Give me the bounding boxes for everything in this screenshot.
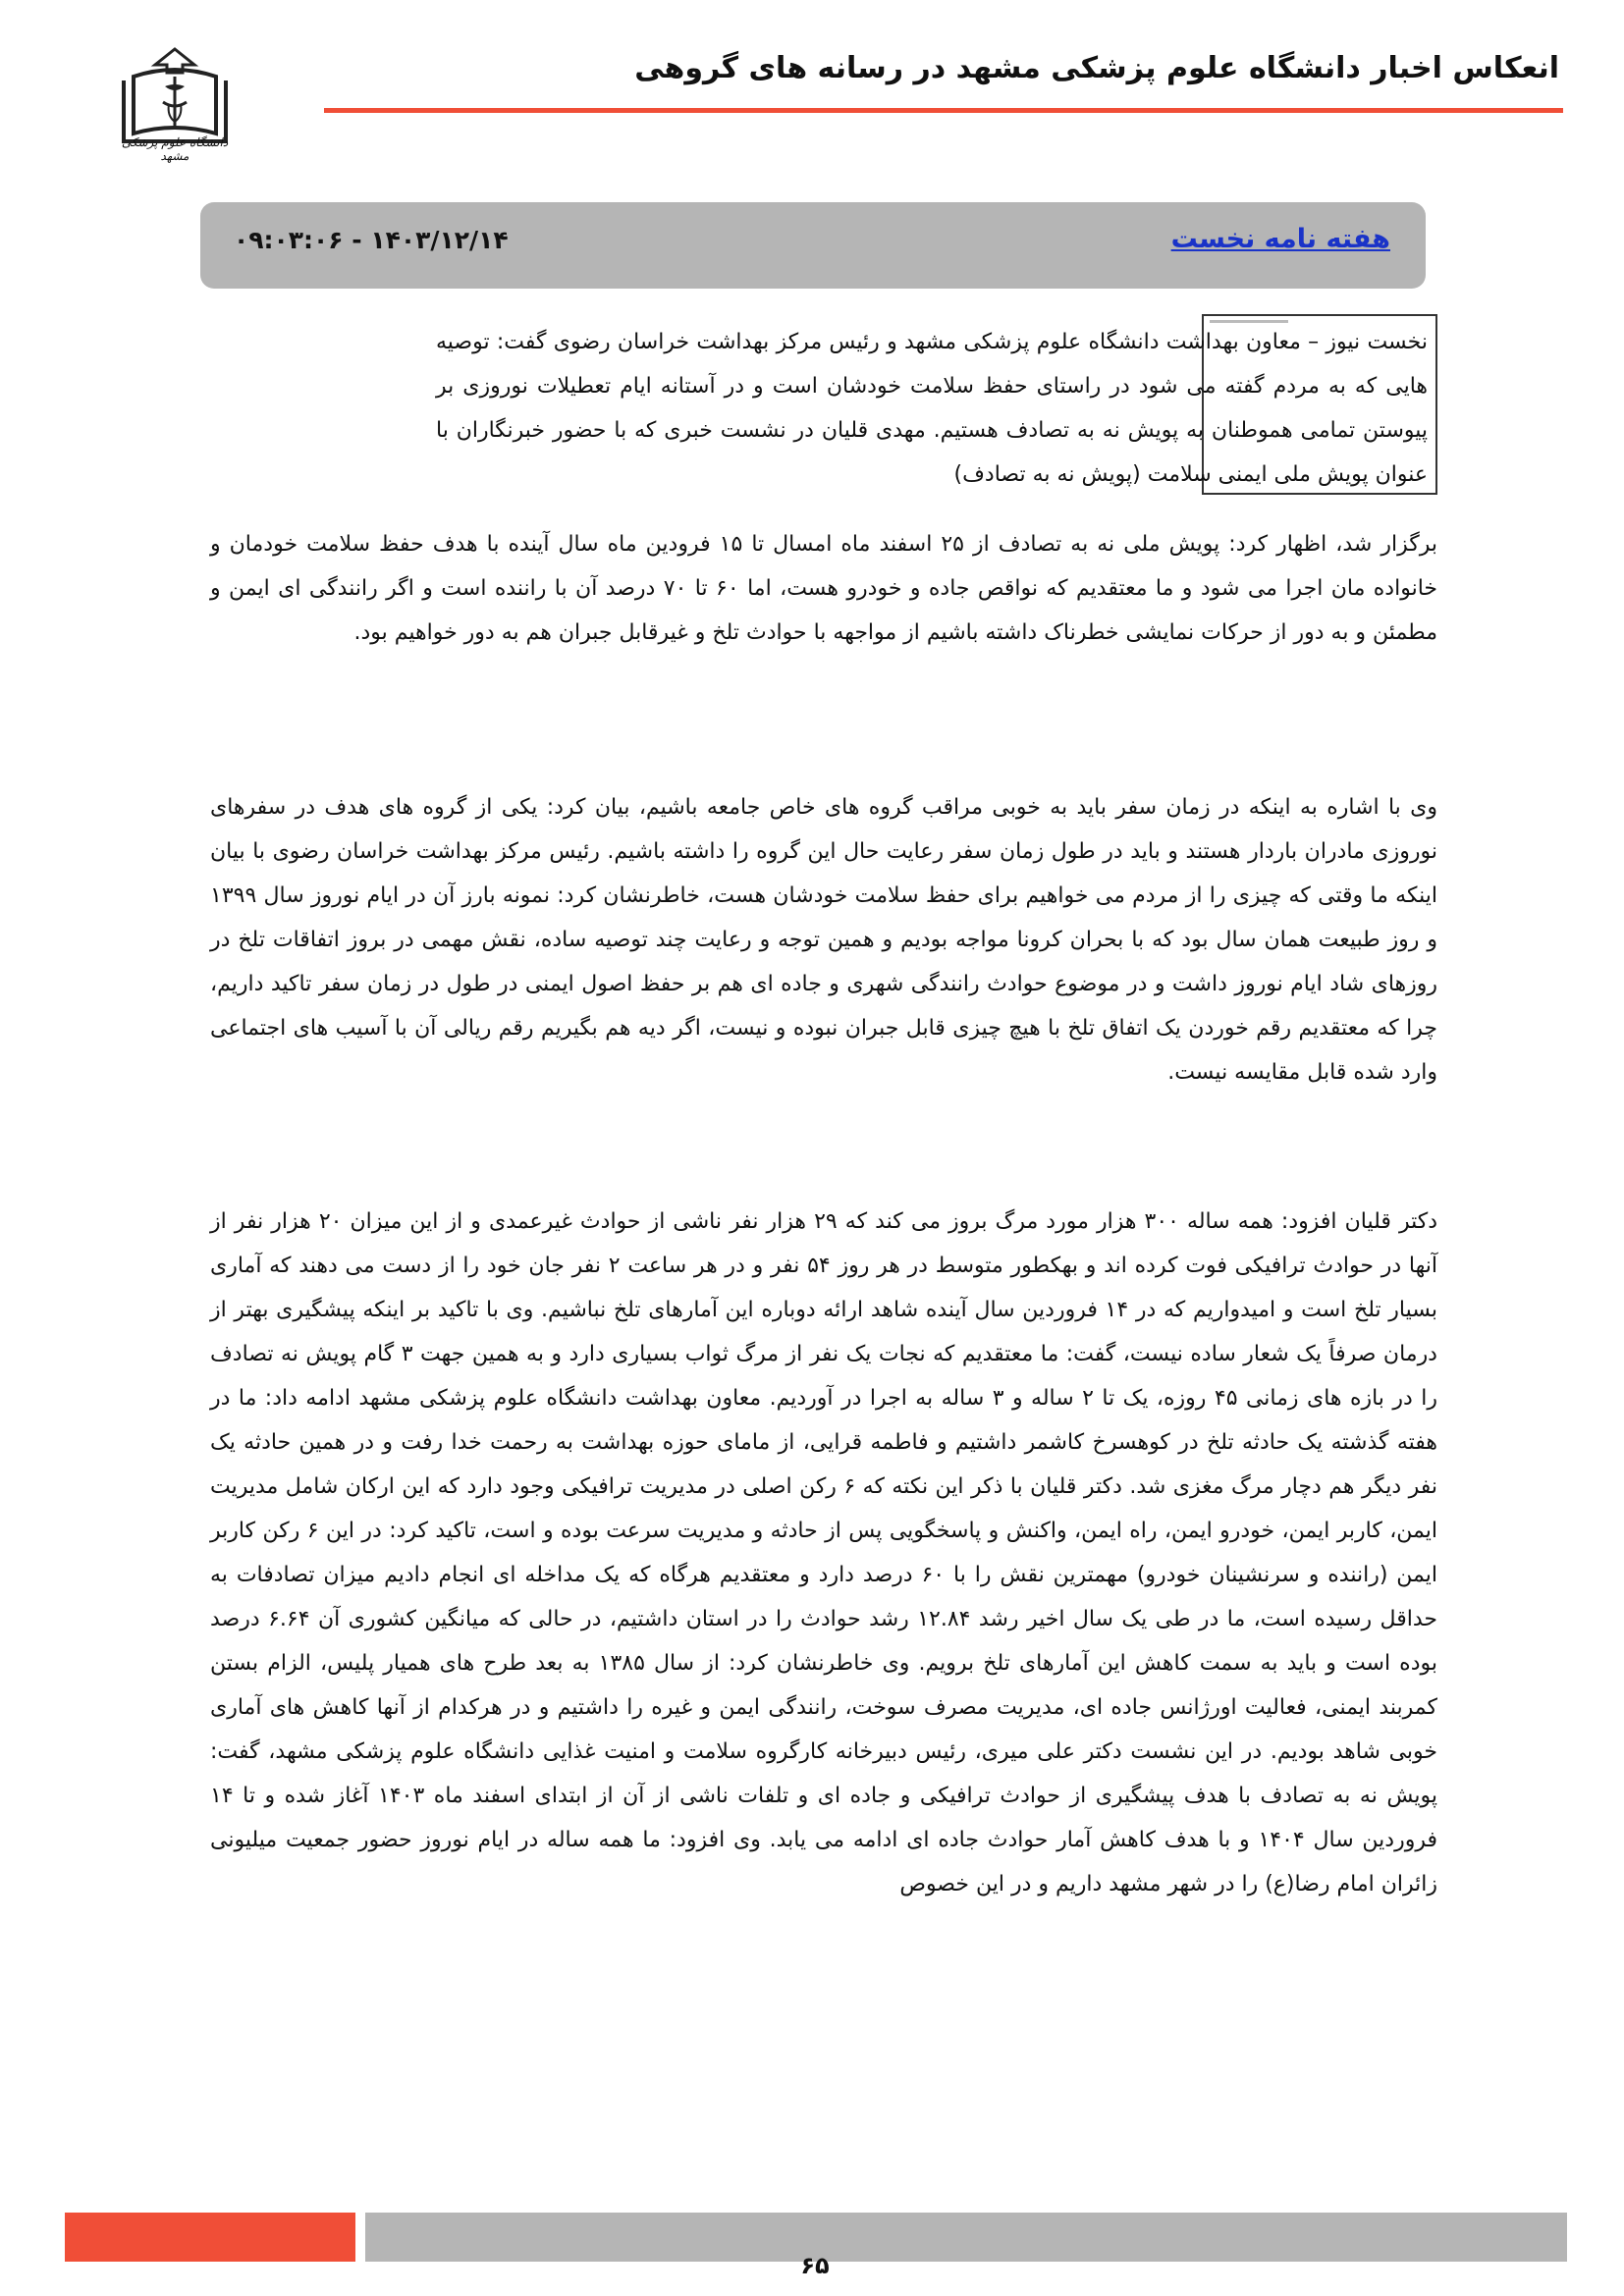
article-paragraph-3: دکتر قلیان افزود: همه ساله ۳۰۰ هزار مورد مرگ بروز می کند که ۲۹ هزار نفر ناشی از حوادث غیرعمدی و از این میزان ۲۰ هزار نفر از آنها در حوادث ترافیکی فوت کرده اند و بهکطور متوسط در هر روز ۵۴ نفر و در هر ساعت ۲ نفر جان خود را از دست می دهند که آماری بسیار تلخ است و امیدواریم که در ۱۴ فروردین سال آینده شاهد ارائه دوباره این آمارهای تلخ نباشیم. وی با تاکید بر اینکه پیشگیری بهتر از درمان صرفاً یک شعار ساده نیست، گفت: ما معتقدیم که نجات یک نفر از مرگ ثواب بسیاری دارد و به همین جهت ۳ گام پویش نه تصادف را در بازه های زمانی ۴۵ روزه، یک تا ۲ ساله و ۳ ساله به اجرا در آوردیم. معاون بهداشت دانشگاه علوم پزشکی مشهد ادامه داد: ما در هفته گذشته یک حادثه تلخ در کوهسرخ کاشمر داشتیم و فاطمه قرایی، از مامای حوزه بهداشت به رحمت خدا رفت و در همین حادثه یک نفر دیگر هم دچار مرگ مغزی شد. دکتر قلیان با ذکر این نکته که ۶ رکن اصلی در مدیریت ترافیکی وجود دارد که این ارکان شامل مدیریت ایمن، کاربر ایمن، خودرو ایمن، راه ایمن، واکنش و پاسخگویی پس از حادثه و مدیریت سرعت بوده و است، تاکید کرد: در این ۶ رکن کاربر ایمن (راننده و سرنشینان خودرو) مهمترین نقش را با ۶۰ درصد دارد و معتقدیم هرگاه که یک مداخله ای انجام دادیم میزان تصادفات به حداقل رسیده است، ما در طی یک سال اخیر رشد ۱۲.۸۴ رشد حوادث را در استان داشتیم، در حالی که میانگین کشوری آن ۶.۶۴ درصد بوده است و باید به سمت کاهش این آمارهای تلخ برویم. وی خاطرنشان کرد: از سال ۱۳۸۵ به بعد طرح های همیار پلیس، الزام بستن کمربند ایمنی، فعالیت اورژانس جاده ای، مدیریت مصرف سوخت، رانندگی ایمن و غیره را داشتیم و در هرکدام از آنها کاهش های آماری خوبی شاهد بودیم. در این نشست دکتر علی میری، رئیس دبیرخانه کارگروه سلامت و امنیت غذایی دانشگاه علوم پزشکی مشهد، گفت: پویش نه به تصادف با هدف پیشگیری از حوادث ترافیکی و جاده ای و تلفات ناشی از آن از ابتدای اسفند ماه ۱۴۰۳ آغاز شده و تا ۱۴ فروردین سال ۱۴۰۴ و با هدف کاهش آمار حوادث جاده ای ادامه می یابد. وی افزود: ما همه ساله در ایام نوروز حضور جمعیت میلیونی زائران امام رضا(ع) را در شهر مشهد داریم و در این خصوص: [210, 1209, 1438, 1896]
footer-gray-bar: [365, 2213, 1567, 2262]
page-header-title: انعکاس اخبار دانشگاه علوم پزشکی مشهد در رسانه های گروهی: [634, 51, 1559, 85]
logo-caption: دانشگاه علوم پزشکی مشهد: [121, 135, 229, 163]
footer-accent-bar: [65, 2213, 355, 2262]
header-divider: [324, 108, 1563, 113]
page-number: ۶۵: [800, 2252, 830, 2279]
source-name-link[interactable]: هفته نامه نخست: [1170, 224, 1390, 254]
source-bar: [200, 202, 1426, 289]
article-paragraph-1-bottom: برگزار شد، اظهار کرد: پویش ملی نه به تصادف از ۲۵ اسفند ماه امسال تا ۱۵ فرودین ماه سال آینده با هدف حفظ سلامت خودمان و خانواده مان اجرا می شود و ما معتقدیم که نواقص جاده و خودرو هست، اما ۶۰ تا ۷۰ درصد آن با راننده است و اگر رانندگی ای ایمن و مطمئن و به دور از حرکات نمایشی خطرناک داشته باشیم از مواجهه با حوادث تلخ و غیرقابل جبران هم به دور خواهیم بود.: [210, 532, 1437, 645]
article-paragraph-2: وی با اشاره به اینکه در زمان سفر باید به خوبی مراقب گروه های خاص جامعه باشیم، بیان کرد: یکی از گروه های هدف در سفرهای نوروزی مادران باردار هستند و باید در طول زمان سفر رعایت حال این گروه را داشته باشیم. رئیس مرکز بهداشت خراسان رضوی با بیان اینکه ما وقتی که چیزی را از مردم می خواهیم برای حفظ سلامت خودشان هست، خاطرنشان کرد: نمونه بارز آن در ایام نوروز سال ۱۳۹۹ و روز طبیعت همان سال بود که با بحران کرونا مواجه بودیم و همین توجه و رعایت چند توصیه ساده، نقش مهمی در بروز اتفاقات تلخ در روزهای شاد ایام نوروز داشت و در موضوع حوادث رانندگی شهری و جاده ای هم بر حفظ اصول ایمنی در طول در زمان سفر تاکید داریم، چرا که معتقدیم رقم خوردن یک اتفاق تلخ با هیچ چیزی قابل جبران نبوده و نیست، اگر دیه هم بگیریم رقم ریالی آن با آسیب های اجتماعی وارد شده قابل مقایسه نیست.: [210, 795, 1437, 1085]
article-paragraph-1-top: نخست نیوز – معاون بهداشت دانشگاه علوم پزشکی مشهد و رئیس مرکز بهداشت خراسان رضوی گفت: توصیه هایی که به مردم گفته می شود در راستای حفظ سلامت خودشان است و در آستانه ایام تعطیلات نوروزی بر پیوستن تمامی هموطنان به پویش نه به تصادف هستیم. مهدی قلیان در نشست خبری که با حضور خبرنگاران با عنوان پویش ملی ایمنی سلامت (پویش نه به تصادف): [436, 330, 1428, 487]
publish-datetime: ۱۴۰۳/۱۲/۱۴ - ۰۹:۰۳:۰۶: [234, 226, 509, 254]
